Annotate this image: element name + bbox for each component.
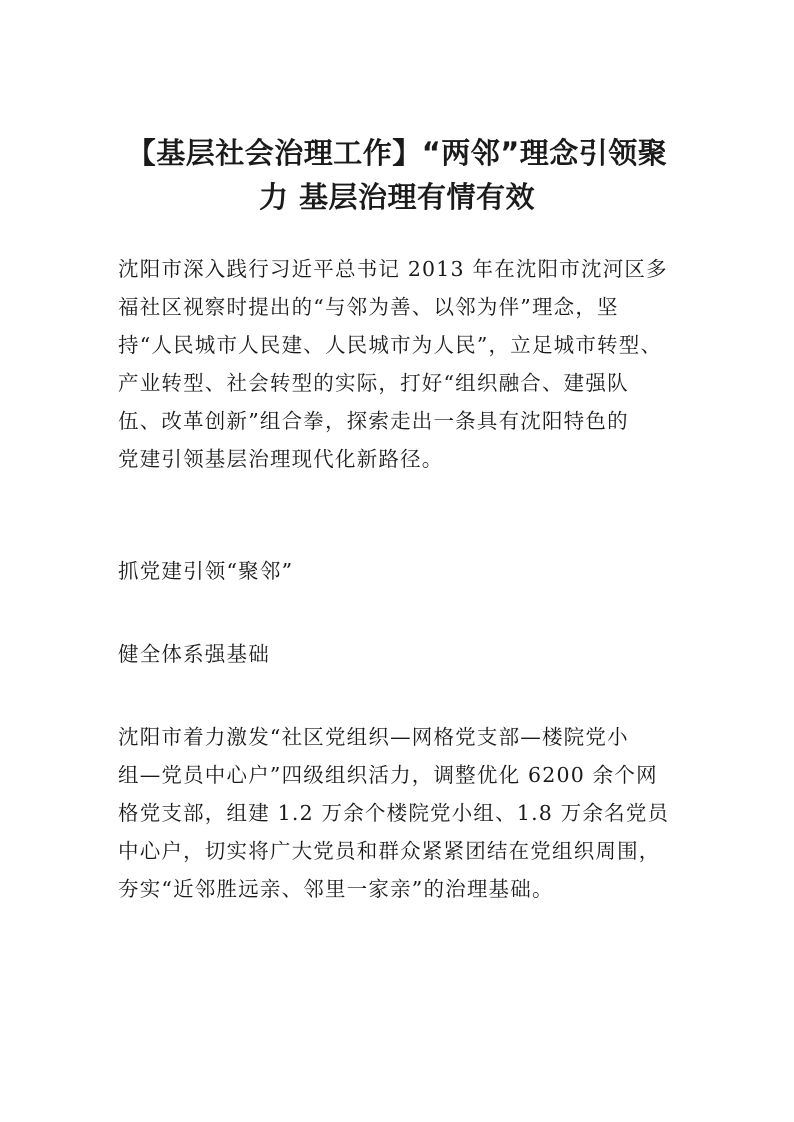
text-line: 沈阳市着力激发“社区党组织—网格党支部—楼院党小: [118, 725, 629, 749]
text-line: 持“人民城市人民建、人民城市为人民”，立足城市转型、: [118, 333, 663, 357]
text-line: 沈阳市深入践行习近平总书记 2013 年在沈阳市沈河区多: [118, 257, 668, 281]
text-line: 夯实“近邻胜远亲、邻里一家亲”的治理基础。: [118, 877, 554, 901]
text-line: 福社区视察时提出的“与邻为善、以邻为伴”理念，坚: [118, 295, 619, 319]
section-heading: [118, 552, 684, 590]
text-line: 中心户，切实将广大党员和群众紧紧团结在党组织周围，: [118, 839, 661, 863]
intro-paragraph: [118, 250, 684, 478]
text-line: 健全体系强基础: [118, 642, 270, 666]
text-line: 格党支部，组建 1.2 万余个楼院党小组、1.8 万余名党员: [118, 801, 670, 825]
text-line: 党建引领基层治理现代化新路径。: [118, 447, 444, 471]
title-line: 【基层社会治理工作】“两邻”理念引领聚: [126, 136, 668, 170]
title-line: 力 基层治理有情有效: [258, 180, 536, 214]
document-title: [100, 131, 694, 219]
body-paragraph: [118, 718, 684, 908]
text-line: 抓党建引领“聚邻”: [118, 559, 294, 583]
text-line: 产业转型、社会转型的实际，打好“组织融合、建强队: [118, 371, 629, 395]
subsection-heading: [118, 635, 684, 673]
text-line: 伍、改革创新”组合拳，探索走出一条具有沈阳特色的: [118, 409, 629, 433]
text-line: 组—党员中心户”四级组织活力，调整优化 6200 余个网: [118, 763, 658, 787]
